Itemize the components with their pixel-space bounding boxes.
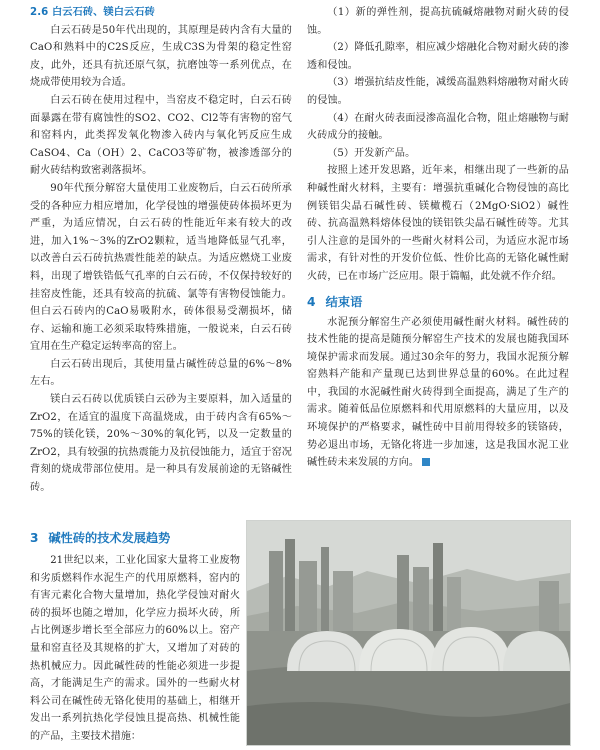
paragraph: 21世纪以来，工业化国家大量将工业废物和劣质燃料作水泥生产的代用原燃料，窑内的有害元素化合物大量增加，热化学侵蚀对耐火砖的损坏也随之增加，化学应力损坏火砖，所占比例逐步增长至全部应力的60%以上。窑产量和窑直径及其规格的扩大，又增加了对砖的热机械应力。因此碱性砖的性能必须进一步提高，才能满足生产的需求。国外的一些耐火材料公司在碱性砖无铬化使用的基础上，相继开发出一系列抗热化学侵蚀且提高热、机械性能的产品，主要技术措施： [30,555,240,742]
paragraph: 按照上述开发思路，近年来，相继出现了一些新的品种碱性耐火材料，主要有：增强抗重碱化合物侵蚀的高比例镁铝尖晶石碱性砖、镁橄榄石（2MgO·SiO2）碱性砖、抗高温熟料熔体侵蚀的镁铝铁尖晶石碱性砖等。尤其引人注意的是国外的一些耐火材料公司，为适应水泥市场需求，有针对性的开发价位低、性价比高的无铬化碱性耐火砖，已在市场广泛应用。限于篇幅，此处就不作介绍。 [307,165,569,282]
section-heading-3 [30,528,240,548]
paragraph: 白云石砖出现后，其使用量占碱性砖总量的6%～8%左右。 [30,358,292,388]
section-number: 4 [307,294,316,309]
list-item: （2）降低孔隙率，相应减少熔融化合物对耐火砖的渗透和侵蚀。 [307,42,569,71]
section-3-block [30,528,240,746]
cement-plant-illustration [247,521,570,745]
conclusion-text: 水泥预分解窑生产必须使用碱性耐火材料。碱性砖的技术性能的提高是随预分解窑生产技术的发展也随我国环境保护需求而发展。通过30余年的努力，我国水泥预分解窑熟料产能和产量现已达到世界总量的60%。在此过程中，我国的水泥碱性耐火砖得到全面提高，满足了生产的需求。随着低品位原燃料和代用原燃料的大量应用，以及环境保护的严格要求，碱性砖中目前用得较多的镁铬砖，势必退出市场，无铬化将进一步加速，这是我国水泥工业碱性砖未来发展的方向。 [307,316,569,469]
section-number: 3 [30,531,39,545]
list-item: （1）新的弹性剂，提高抗硫碱熔融物对耐火砖的侵蚀。 [307,7,569,36]
list-item: （5）开发新产品。 [327,147,416,159]
list-item: （3）增强抗结皮性能，减缓高温熟料熔融物对耐火砖的侵蚀。 [307,77,569,106]
paragraph: 90年代预分解窑大量使用工业废物后，白云石砖所承受的各种应力相应增加，化学侵蚀的增强使砖体损坏更为严重，为适应情况，白云石砖的性能近年来有较大的改进，加入1%～3%的ZrO2颗粒，适当地降低显气孔率，以改善白云石砖抗热震性能差的缺点。为适应燃烧工业废料，出现了增铁锆低气孔率的白云石砖，不仅保持较好的挂窑皮性能，还具有较高的抗硫、氯等有害物侵蚀能力。但白云石砖内的CaO易吸附水，砖体很易受潮损坏，储存、运输和施工必须采取特殊措施，一般说来，白云石砖宜用在生产稳定运转率高的窑上。 [30,182,292,353]
paragraph: 白云石砖是50年代出现的，其原理是砖内含有大量的CaO和熟料中的C2S反应，生成C3S为骨架的稳定性窑皮，此外，还具有抗还原气氛，抗磨蚀等一系列优点，在烧成带使用较为合适。 [30,24,292,89]
paragraph: 白云石砖在使用过程中，当窑皮不稳定时，白云石砖面暴露在带有腐蚀性的SO2、CO2、Cl2等有害物的窑气和窑料内，此类挥发氧化物渗入砖内与氧化钙反应生成CaSO4、Ca（OH）2、CaCO3等矿物，被渗透部分的耐火砖结构致密剥落损坏。 [30,94,292,177]
section-heading-4 [307,292,569,312]
end-mark-icon [422,458,430,466]
left-column [30,4,292,497]
cement-plant-photo [246,520,571,746]
right-column [307,4,569,472]
section-title: 结束语 [325,294,363,309]
paragraph [307,314,569,472]
section-title: 碱性砖的技术发展趋势 [48,531,171,545]
paragraph: 镁白云石砖以优质镁白云砂为主要原料，加入适量的ZrO2，在适宜的温度下高温烧成，由于砖内含有65%～75%的镁化镁，20%～30%的氧化钙，以及一定数量的ZrO2，具有较强的抗热震能力及抗侵蚀能力，适宜于窑况背刻的烧成带部位使用。是一种具有发展前途的无铬碱性砖。 [30,394,292,494]
subsection-heading-2-6: 2.6 白云石砖、镁白云石砖 [30,7,155,18]
list-item: （4）在耐火砖表面浸渗高温化合物，阻止熔融物与耐火砖成分的接触。 [307,112,569,142]
